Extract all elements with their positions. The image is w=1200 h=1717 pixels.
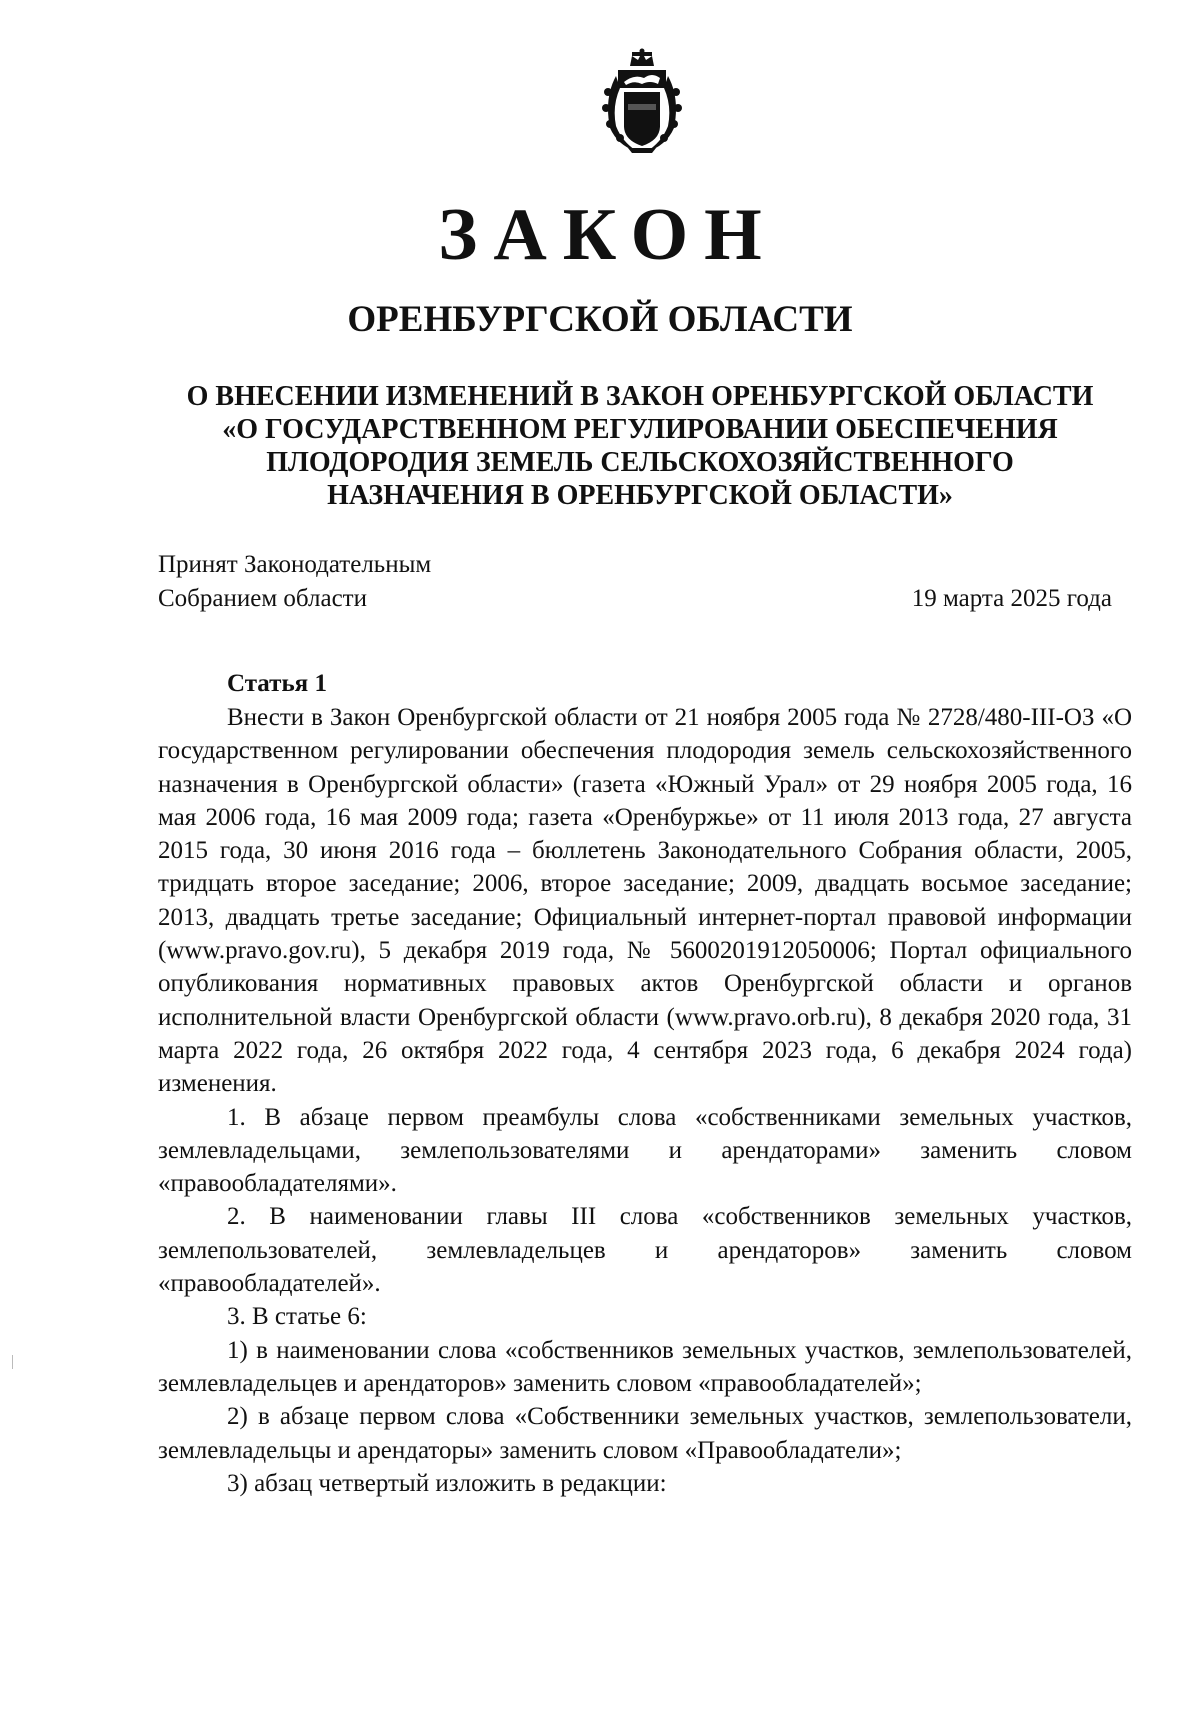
body-paragraph: Внести в Закон Оренбургской области от 21 ноября 2005 года № 2728/480-III-ОЗ «О государственном регулировании обеспечения плодородия земель сельскохозяйственного назначения в Оренбургской области» (газета «Южный Урал» от 29 ноября 2005 года, 16 мая 2006 года, 16 мая 2009 года; газета «Оренбуржье» от 11 июля 2013 года, 27 августа 2015 года, 30 июня 2016 года – бюллетень Законодательного Собрания области, 2005, тридцать второе заседание; 2006, второе заседание; 2009, двадцать восьмое заседание; 2013, двадцать третье заседание; Официальный интернет-портал правовой информации (www.pravo.gov.ru), 5 декабря 2019 года, № 5600201912050006; Портал официального опубликования нормативных правовых актов Оренбургской области и органов исполнительной власти Оренбургской области (www.pravo.orb.ru), 8 декабря 2020 года, 31 марта 2022 года, 26 октября 2022 года, 4 сентября 2023 года, 6 декабря 2024 года) изменения.	[158, 704, 1132, 1098]
law-heading-line: ПЛОДОРОДИЯ ЗЕМЕЛЬ СЕЛЬСКОХОЗЯЙСТВЕННОГО	[266, 447, 1014, 478]
body-paragraph: 3. В статье 6:	[227, 1303, 367, 1331]
document-subtitle: ОРЕНБУРГСКОЙ ОБЛАСТИ	[347, 299, 853, 340]
law-heading-line: «О ГОСУДАРСТВЕННОМ РЕГУЛИРОВАНИИ ОБЕСПЕЧЕНИЯ	[222, 414, 1058, 445]
law-heading-line: О ВНЕСЕНИИ ИЗМЕНЕНИЙ В ЗАКОН ОРЕНБУРГСКОЙ ОБЛАСТИ	[186, 381, 1094, 412]
document-title: ЗАКОН	[438, 194, 778, 276]
adoption-line: Принят Законодательным	[158, 551, 432, 578]
body-paragraph: 2. В наименовании главы III слова «собственников земельных участков, землепользователей, землевладельцев и арендаторов» заменить словом «правообладателей».	[158, 1203, 1132, 1298]
article-body	[158, 701, 1132, 1500]
law-heading	[150, 380, 1130, 512]
adoption-line: Собранием области	[158, 585, 367, 612]
body-paragraph: 1. В абзаце первом преамбулы слова «собственниками земельных участков, землевладельцами, землепользователями и арендаторами» заменить словом «правообладателями».	[158, 1103, 1132, 1198]
adoption-info	[158, 548, 431, 616]
coat-of-arms-icon	[594, 48, 690, 154]
law-heading-line: НАЗНАЧЕНИЯ В ОРЕНБУРГСКОЙ ОБЛАСТИ»	[327, 480, 953, 511]
body-paragraph: 1) в наименовании слова «собственников земельных участков, землепользователей, землевладельцев и арендаторов» заменить словом «правообладателей»;	[158, 1336, 1132, 1397]
scan-artifact	[12, 1355, 13, 1369]
body-paragraph: 3) абзац четвертый изложить в редакции:	[227, 1469, 667, 1497]
body-paragraph: 2) в абзаце первом слова «Собственники земельных участков, землепользователи, землевладельцы и арендаторы» заменить словом «Правообладатели»;	[158, 1403, 1132, 1464]
adoption-date: 19 марта 2025 года	[911, 585, 1112, 612]
article-title: Статья 1	[227, 670, 327, 697]
